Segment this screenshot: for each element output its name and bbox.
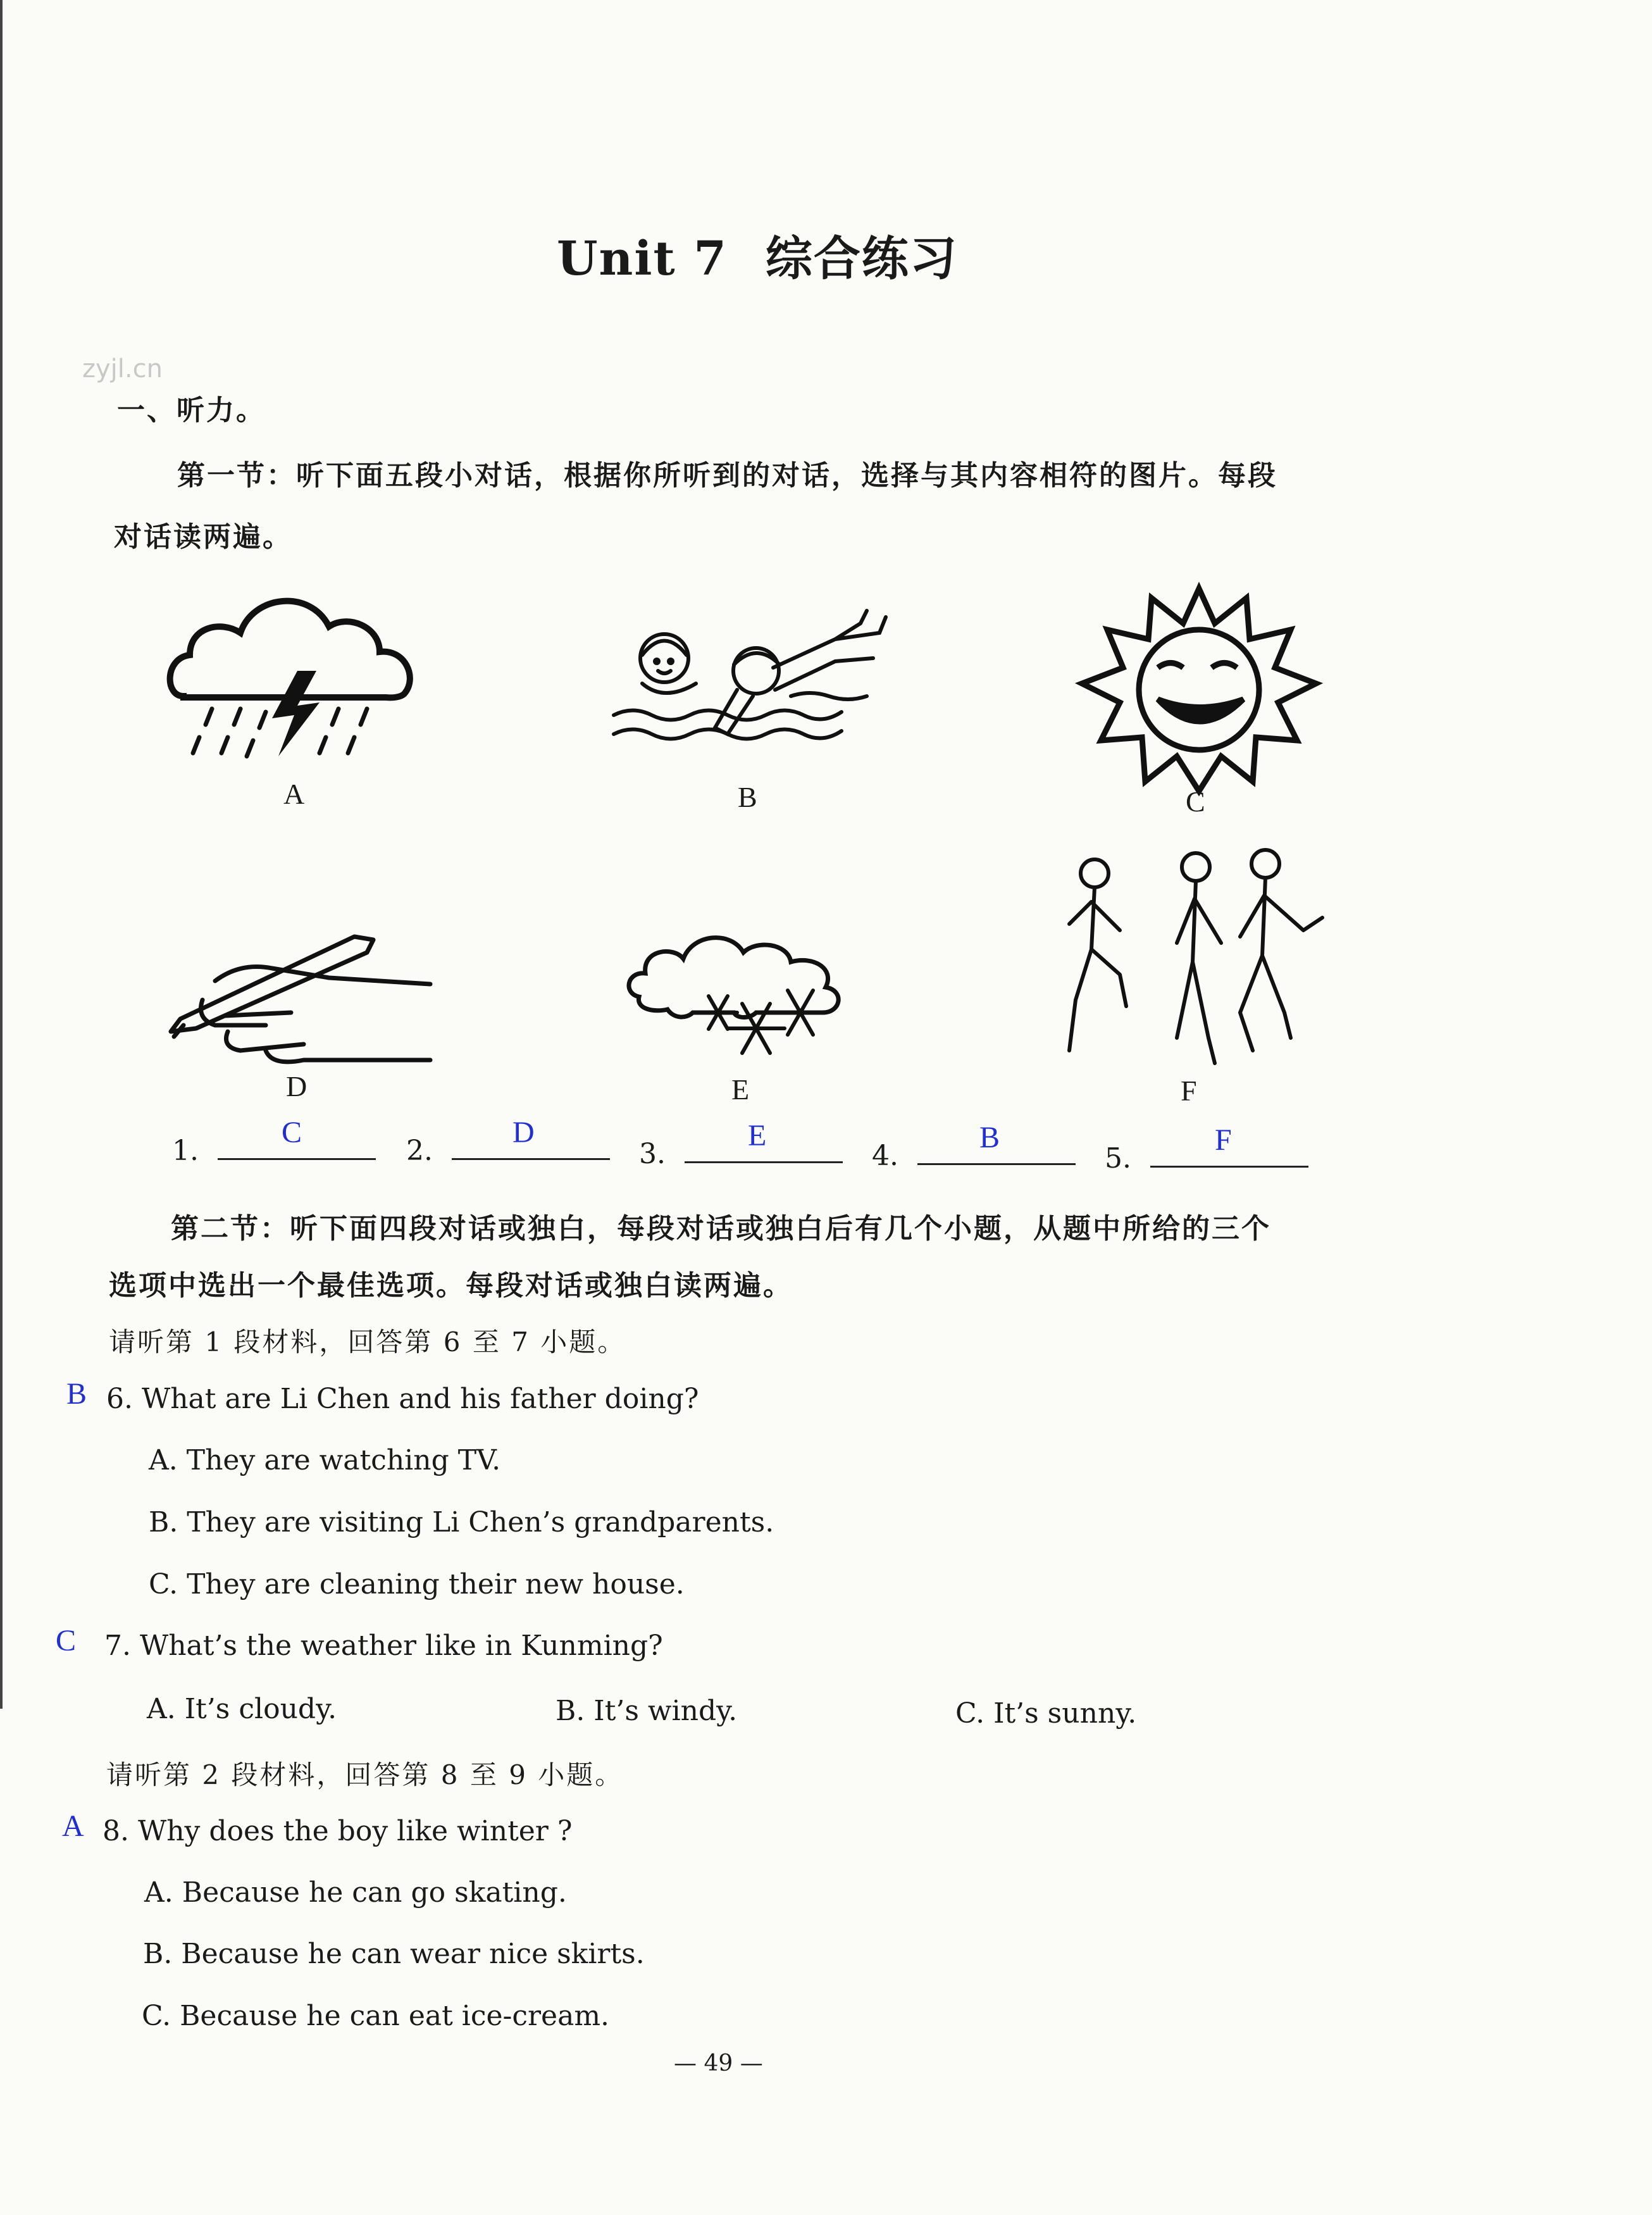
q6-answer: B <box>66 1377 87 1411</box>
runners-icon <box>1050 848 1335 1076</box>
snow-cloud-icon <box>623 924 864 1070</box>
watermark: zyjl.cn <box>82 354 163 384</box>
q7-option-b: B. It’s windy. <box>556 1695 738 1727</box>
blank-5 <box>1105 1140 1308 1175</box>
blank-4-number: 4. <box>872 1140 898 1172</box>
q7-stem: 7. What’s the weather like in Kunming? <box>104 1630 663 1662</box>
blank-2 <box>406 1133 610 1167</box>
blank-2-answer: D <box>512 1116 535 1149</box>
thunderstorm-icon <box>165 582 430 772</box>
swimming-icon <box>607 608 898 759</box>
page-edge-line <box>0 0 3 1709</box>
part2-instruction-line2: 选项中选出一个最佳选项。每段对话或独白读两遍。 <box>109 1270 793 1302</box>
q8-option-b: B. Because he can wear nice skirts. <box>143 1938 645 1970</box>
blank-1-answer: C <box>282 1116 302 1149</box>
picture-label-e: E <box>731 1073 750 1106</box>
title-unit: Unit 7 <box>557 232 728 286</box>
picture-label-a: A <box>283 778 305 810</box>
q6-stem: 6. What are Li Chen and his father doing? <box>106 1383 699 1415</box>
q7-answer: C <box>56 1624 77 1657</box>
picture-label-c: C <box>1186 785 1205 818</box>
material-1-instruction: 请听第 1 段材料，回答第 6 至 7 小题。 <box>109 1326 626 1357</box>
page-title <box>557 222 958 289</box>
picture-label-f: F <box>1181 1075 1197 1107</box>
title-cn: 综合练习 <box>765 232 958 286</box>
section-heading: 一、听力。 <box>117 394 266 427</box>
q6-option-c: C. They are cleaning their new house. <box>149 1568 685 1600</box>
blank-1-number: 1. <box>172 1135 199 1167</box>
part1-instruction-line1: 第一节：听下面五段小对话，根据你所听到的对话，选择与其内容相符的图片。每段 <box>177 459 1277 492</box>
part1-instruction-line2: 对话读两遍。 <box>114 521 292 553</box>
q6-option-b: B. They are visiting Li Chen’s grandparents. <box>149 1506 774 1538</box>
blank-3-number: 3. <box>639 1138 666 1170</box>
part2-instruction-line1: 第二节：听下面四段对话或独白，每段对话或独白后有几个小题，从题中所给的三个 <box>171 1213 1271 1245</box>
q6-option-a: A. They are watching TV. <box>149 1444 501 1476</box>
q8-option-a: A. Because he can go skating. <box>144 1876 567 1909</box>
picture-label-d: D <box>286 1070 307 1102</box>
blank-5-answer: F <box>1215 1123 1232 1157</box>
sun-icon <box>1076 579 1322 794</box>
picture-label-b: B <box>738 781 757 813</box>
writing-hand-icon <box>165 924 437 1070</box>
blank-3 <box>639 1136 843 1170</box>
q7-option-c: C. It’s sunny. <box>955 1697 1137 1730</box>
blank-3-answer: E <box>748 1119 767 1152</box>
blank-4 <box>872 1138 1076 1172</box>
blank-4-answer: B <box>979 1121 1000 1154</box>
blank-5-number: 5. <box>1105 1142 1131 1175</box>
page-number: — 49 — <box>674 2050 763 2076</box>
q8-answer: A <box>62 1809 84 1843</box>
material-2-instruction: 请听第 2 段材料，回答第 8 至 9 小题。 <box>106 1759 624 1790</box>
q8-option-c: C. Because he can eat ice-cream. <box>142 2000 610 2032</box>
q7-option-a: A. It’s cloudy. <box>147 1693 337 1725</box>
q8-stem: 8. Why does the boy like winter ? <box>102 1815 573 1847</box>
blank-1 <box>172 1133 376 1167</box>
blank-2-number: 2. <box>406 1135 433 1167</box>
